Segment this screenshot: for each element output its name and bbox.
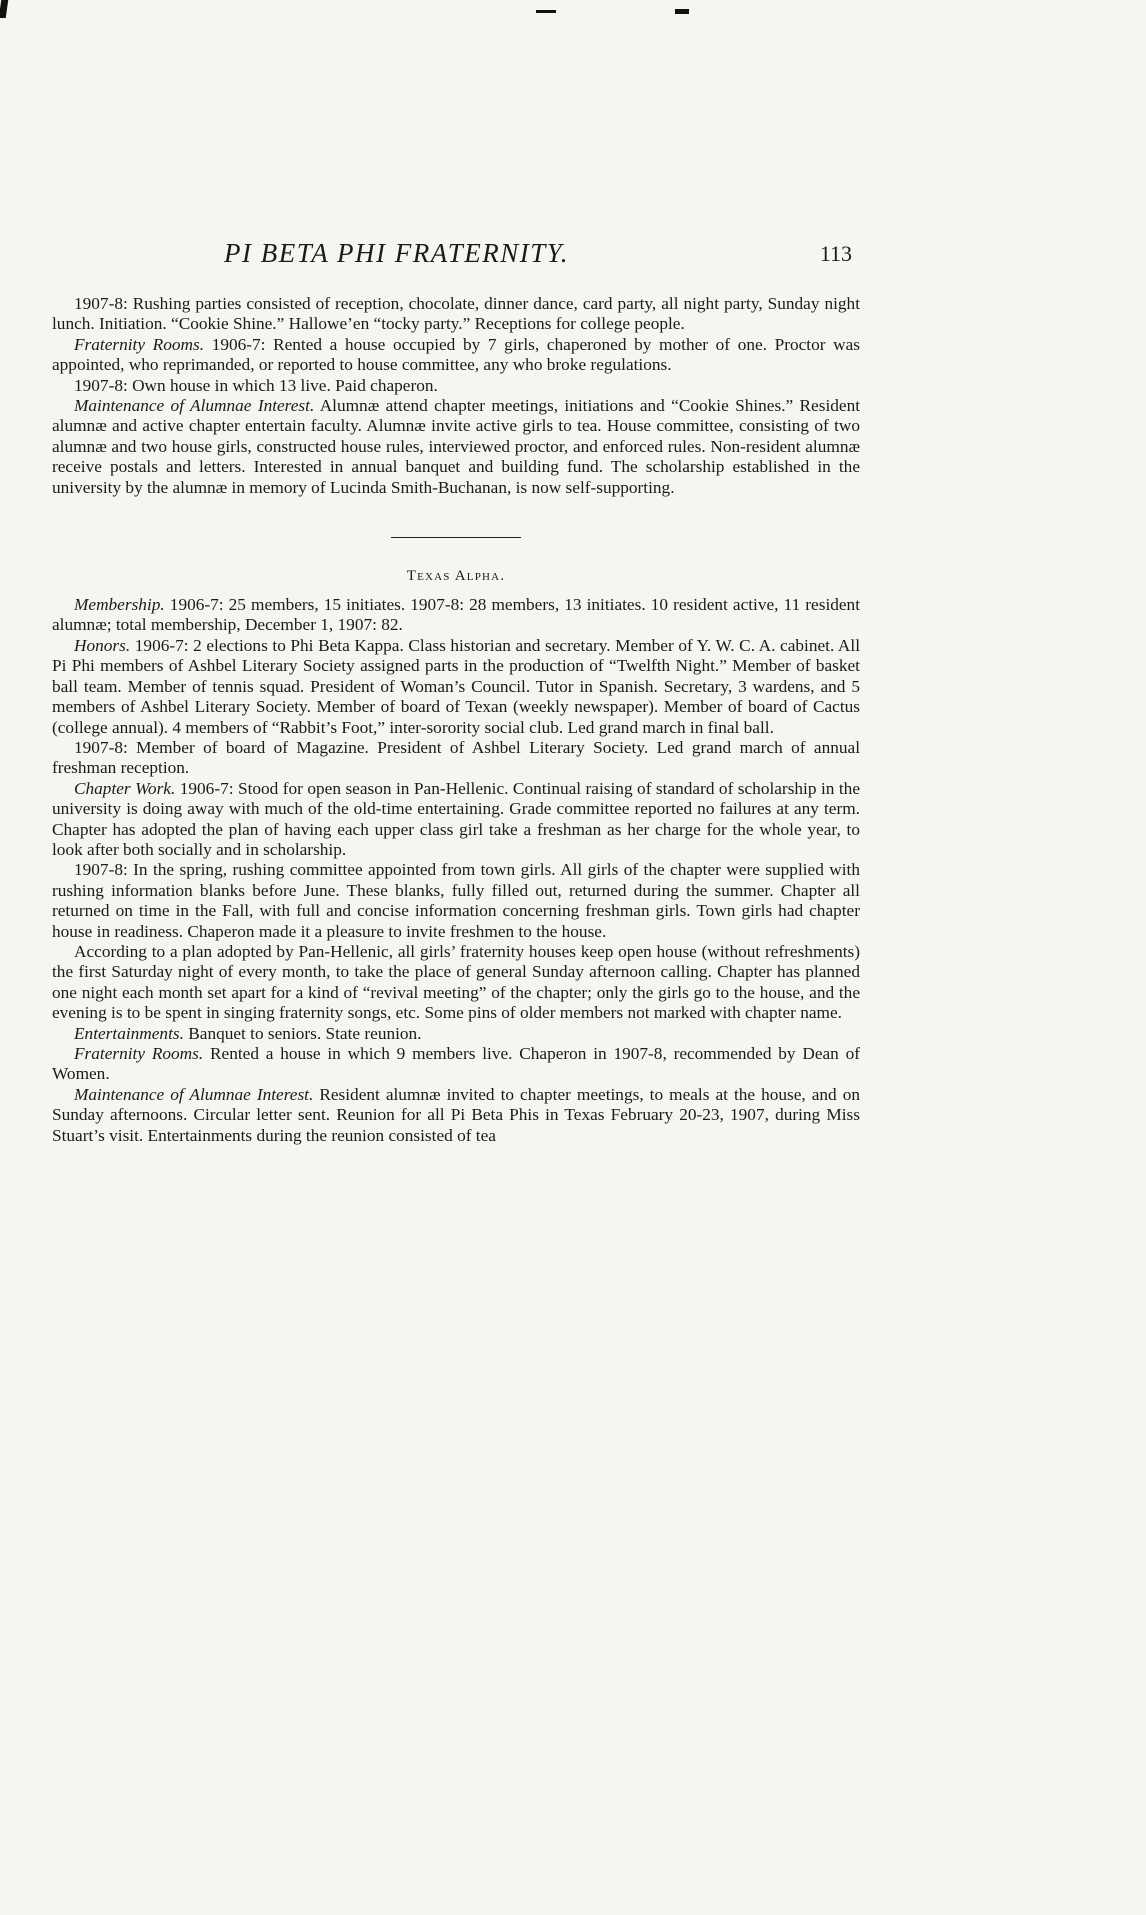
scan-dash-mark	[536, 10, 556, 13]
paragraph-lead: Maintenance of Alumnae Interest.	[74, 396, 315, 416]
paragraph	[52, 294, 860, 335]
paragraph	[52, 738, 860, 779]
section-texas-alpha	[52, 595, 860, 1146]
paragraph-text: 1906-7: 2 elections to Phi Beta Kappa. Class historian and secretary. Member of Y. W. C. A. cabinet. All Pi Phi members of Ashbel Literary Society assigned parts in the production of “Twelfth Night.” Member of basket ball team. Member of tennis squad. President of Woman’s Council. Tutor in Spanish. Secretary, 3 wardens, and 5 members of Ashbel Literary Society. Member of board of Texan (weekly newspaper). Member of board of Cactus (college annual). 4 members of “Rabbit’s Foot,” inter-sorority social club. Led grand march in final ball.	[52, 635, 860, 737]
paragraph	[52, 1044, 860, 1085]
section-previous-chapter	[52, 294, 860, 498]
paragraph-text: 1907-8: Own house in which 13 live. Paid chaperon.	[74, 375, 438, 395]
paragraph	[52, 396, 860, 498]
paragraph-text: Alumnæ attend chapter meetings, initiations and “Cookie Shines.” Resident alumnæ and active chapter entertain faculty. Alumnæ invite active girls to tea. House committee, consisting of two alumnæ and two house girls, constructed house rules, interviewed proctor, and enforced rules. Non-resident alumnæ receive postals and letters. Interested in annual banquet and building fund. The scholarship established in the university by the alumnæ in memory of Lucinda Smith-Buchanan, is now self-supporting.	[52, 396, 861, 497]
paragraph	[52, 636, 860, 738]
paragraph-text: 1906-7: Stood for open season in Pan-Hellenic. Continual raising of standard of scholarship in the university is doing away with much of the old-time entertaining. Grade committee reported no failures at any term. Chapter has adopted the plan of having each upper class girl take a freshman as her charge for the whole year, to look after both socially and in scholarship.	[52, 778, 860, 859]
paragraph	[52, 335, 860, 376]
paragraph	[52, 779, 860, 861]
scan-dash-mark	[675, 9, 689, 14]
section-divider	[391, 537, 521, 538]
paragraph-text: 1906-7: Rented a house occupied by 7 girls, chaperoned by mother of one. Proctor was appointed, who reprimanded, or reported to house committee, any who broke regulations.	[52, 334, 860, 375]
paragraph-lead: Fraternity Rooms.	[74, 1044, 204, 1063]
paragraph-lead: Fraternity Rooms.	[74, 334, 205, 354]
paragraph-lead: Honors.	[74, 635, 131, 655]
paragraph	[52, 376, 860, 396]
paragraph-text: 1906-7: 25 members, 15 initiates. 1907-8: 28 members, 13 initiates. 10 resident active, 11 resident alumnæ; total membership, December 1, 1907: 82.	[52, 595, 860, 635]
scan-corner-mark	[0, 0, 8, 18]
paragraph-lead: Entertainments.	[74, 1023, 184, 1043]
paragraph-text: According to a plan adopted by Pan-Hellenic, all girls’ fraternity houses keep open house (without refreshments) the first Saturday night of every month, to take the place of general Sunday afternoon calling. Chapter has planned one night each month set apart for a kind of “revival meeting” of the chapter; only the girls go to the house, and the evening is to be spent in singing fraternity songs, etc. Some pins of older members not marked with chapter name.	[52, 941, 860, 1023]
paragraph-lead: Chapter Work.	[74, 778, 176, 798]
paragraph	[52, 860, 860, 942]
paragraph	[52, 595, 860, 636]
paragraph-text: Banquet to seniors. State reunion.	[183, 1023, 422, 1043]
paragraph-text: 1907-8: Member of board of Magazine. President of Ashbel Literary Society. Led grand march of annual freshman reception.	[52, 737, 860, 778]
running-title: PI BETA PHI FRATERNITY.	[224, 238, 569, 268]
running-head	[52, 238, 860, 272]
paragraph	[52, 1085, 860, 1146]
page-number: 113	[819, 241, 852, 266]
paragraph-lead: Membership.	[74, 595, 165, 615]
paragraph-lead: Maintenance of Alumnae Interest.	[74, 1084, 314, 1104]
paragraph-text: 1907-8: Rushing parties consisted of reception, chocolate, dinner dance, card party, all night party, Sunday night lunch. Initiation. “Cookie Shine.” Hallowe’en “tocky party.” Receptions for college people.	[52, 294, 860, 334]
section-heading: Texas Alpha.	[406, 568, 506, 585]
paragraph-text: 1907-8: In the spring, rushing committee appointed from town girls. All girls of the chapter were supplied with rushing information blanks before June. These blanks, fully filled out, returned during the summer. Chapter all returned on time in the Fall, with full and concise information concerning freshman girls. Town girls had chapter house in readiness. Chaperon made it a pleasure to invite freshmen to the house.	[52, 860, 860, 941]
paragraph	[52, 942, 860, 1024]
paragraph	[52, 1024, 860, 1044]
book-page	[52, 238, 860, 1146]
paragraph-text: Rented a house in which 9 members live. Chaperon in 1907-8, recommended by Dean of Women.	[52, 1044, 860, 1084]
paragraph-text: Resident alumnæ invited to chapter meetings, to meals at the house, and on Sunday afternoons. Circular letter sent. Reunion for all Pi Beta Phis in Texas February 20-23, 1907, during Miss Stuart’s visit. Entertainments during the reunion consisted of tea	[52, 1084, 860, 1145]
